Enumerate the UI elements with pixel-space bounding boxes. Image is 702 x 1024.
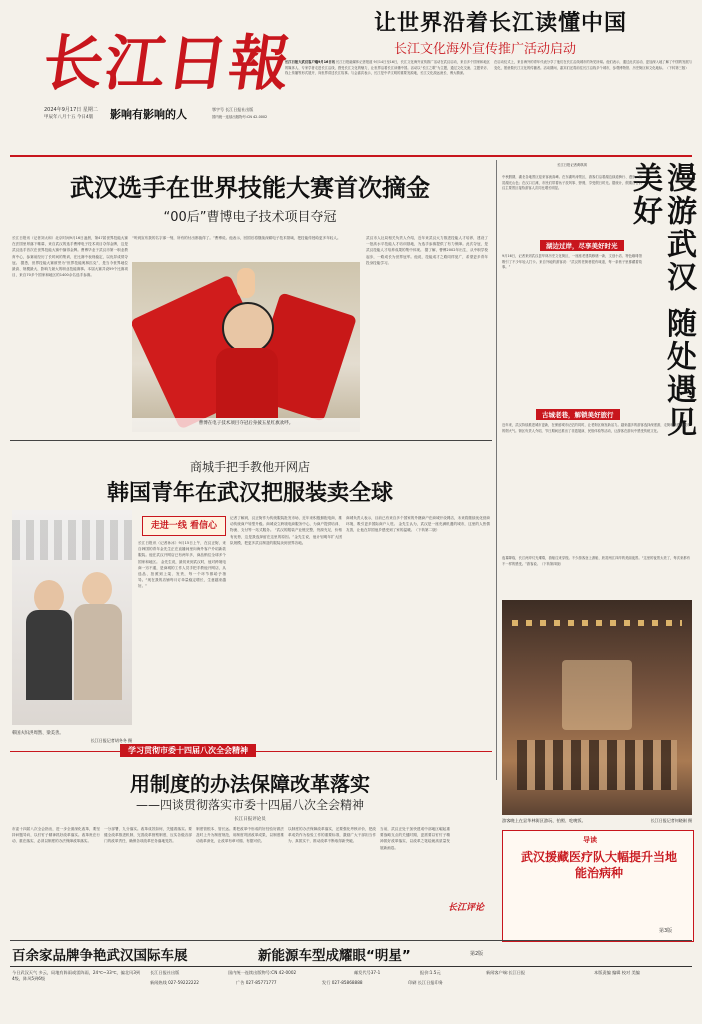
side-vertical-rule (496, 160, 497, 780)
side-caption: 游客晚上在昙华林街区游玩、拍照、吃晚饭。 (502, 818, 586, 823)
masthead-cn: 国内统一连续出版物号:CN 42-0002 (212, 115, 268, 119)
footer-post2: 报价:1.5元 (420, 970, 441, 975)
story2-text-1: 长江日报讯（记者孙冰）9月15日上午，在汉正街，来自韩国的青年金先生正在直播间里向海外客户介绍新款服装。他在武汉开网店已有两年多，商品销往全球多个国家和地区。 (138, 541, 226, 564)
person-left (34, 580, 64, 614)
bottom-headline-2-page: 第2版 (470, 951, 484, 957)
masthead-lunar: 甲辰年八月十五 今日4版 (44, 115, 94, 120)
story1-photo (132, 262, 360, 432)
editorial-col-1: 市委十四届八次全会指出，进一步全面深化改革，要坚持问题导向，以钉钉子精神抓好改革落实。改革贵在行动、重在落实，必须以制度的办法保障改革落实。 (12, 827, 100, 844)
footer-weather: 今日武汉天气 多云，局地有阵雨或雷阵雨，24℃~33℃，偏北风3到4级，阵风5到6级 (12, 970, 141, 981)
masthead-slogan: 影响有影响的人 (110, 108, 187, 121)
top-story-subtitle: 长江文化海外宣传推广活动启动 (394, 42, 577, 57)
editorial-col-5: 当前，武汉正处于加快建成中部地区崛起重要战略支点的关键时期，更需要以钉钉子精神抓好改革落实，以改革之笔绘就高质量发展新画卷。 (380, 827, 450, 850)
story2-col-2 (230, 515, 342, 740)
story1-subtitle: “00后”曹博电子技术项目夺冠 (163, 210, 337, 225)
footer-sites: 本版责编 编辑 校对 美编 (594, 970, 640, 975)
side-byline: 长江日报记者黄琪琪 (557, 163, 587, 167)
athlete-figure (222, 302, 274, 354)
story2-title: 韩国青年在武汉把服装卖全球 (106, 481, 393, 506)
editorial-title: 用制度的办法保障改革落实 (130, 772, 370, 796)
story1-col-2 (132, 235, 364, 257)
corner-tag: 导读 (583, 836, 597, 844)
story1-text-2: 据悉，世界技能大赛被誉为“世界技能奥林匹克”，是当今世界地位最高、规模最大、影响力最大的职业技能赛事。本届大赛共设59个比赛项目，来自70多个国家和地区的1400余名选手参赛。 (12, 260, 128, 278)
bottom-headline-2[interactable]: 新能源车型成耀眼“明星” (258, 948, 411, 964)
story2-photo-credit: 长江日报记者胡冬冬 摄 (90, 738, 132, 743)
masthead-logo: 长江日報 (38, 29, 297, 99)
story2-text-2: 金先生说，最初来到武汉时，他对跨境电商一窍不通，是商城的工作人员手把手教他开网店，从选品、拍照到上架、发货，每一个环节都给予指导。“现在我的店铺每月订单量稳定增长，生意越来越好。” (138, 559, 226, 589)
side-sub-1: 湖边过岸，尽享美好时光 (540, 240, 624, 251)
footer-post: 邮发代号37-1 (354, 970, 381, 975)
story1-text-1: 长江日报讯（记者刘太和）北京时间9月16日凌晨，第47届世界技能大赛在法国里昂落下帷幕，来自武汉的选手曹博电子技术项目夺得金牌，这是武汉选手首次在世界技能大赛中摘得金牌。曹博毕业于武汉市第一职业教育中心，参赛前经历了长时间的集训，在比赛中表现稳定，以优异成绩夺冠。 (12, 236, 128, 265)
masthead-date: 2024年9月17日 星期二 (44, 107, 98, 113)
masthead (14, 6, 297, 152)
side-photo-credit: 长江日报记者何晓刚 摄 (650, 818, 692, 823)
story2-badge: 走进一线 看信心 (142, 516, 226, 536)
story2-col-1 (138, 540, 226, 740)
person-right (82, 572, 112, 606)
editorial-subtitle: ——四谈贯彻落实市委十四届八次全会精神 (135, 798, 364, 812)
footer-mail: 印刷 长江日报印务 (408, 980, 443, 985)
masthead-issn: 鄂字号 长江日报社出版 (212, 107, 254, 112)
story2-photo (12, 510, 132, 725)
story1-col-3 (366, 235, 488, 432)
story2-text-3: 记者了解到，汉正街作为传统服装批发市场，近年来积极拥抱电商，推动传统商户转型升级。商城设立跨境电商服务中心，为商户提供培训、物流、支付等一站式服务。 (230, 516, 342, 533)
side-photo (502, 600, 692, 815)
top-story-title: 让世界沿着长江读懂中国 (374, 11, 628, 36)
story1-title: 武汉选手在世界技能大赛首次摘金 (70, 174, 430, 202)
footer-web: 新闻客户端:长江日报 (486, 970, 526, 975)
side-text-1: 中秋假期，湖北各地景区迎来客流高峰。在东湖听涛景区，游客们沿着湖边绿道骑行、漫步，欣赏湖光山色；在汉口江滩，市民们带着孩子放风筝、野餐，享受假日时光。据统计，假期首日武汉主要景区接待游客人次同比增长明显。 (502, 175, 642, 191)
story2-kicker: 商城手把手教他开网店 (189, 460, 310, 474)
top-story-body-1 (285, 60, 490, 146)
section-banner: 学习贯彻市委十四届八次全会精神 (120, 744, 256, 757)
editorial-byline: 长江日报评论员 (234, 817, 266, 822)
story2-col-3 (346, 515, 490, 740)
editorial-col-3: 制度管根本、管长远。要把改革中形成的好经验好做法及时上升为制度规范，用制度巩固改革成果，以制度推动改革深化，让改革有章可循、有据可依。 (196, 827, 284, 844)
story1-text-4: 武汉市人社局相关负责人介绍，近年来武汉大力推进技能人才培养，建设了一批高水平技能人才培训基地，为选手参赛提供了有力保障。此次夺冠，是武汉技能人才培养成果的集中体现。 (366, 236, 488, 253)
footer-code: 国内统一连续出版物号:CN 42-0002 (228, 970, 297, 975)
footer-tel2: 广告 027-85771777 (236, 980, 277, 985)
story1-caption: 曹博在电子技术项目夺冠后身披五星红旗欢呼。 (198, 421, 294, 426)
editorial-stamp: 长江评论 (448, 903, 485, 913)
corner-box[interactable] (502, 830, 694, 942)
story1-divider (10, 440, 492, 441)
top-story-body-2: 在启动仪式上，来自海外的青年代表分享了他们在长江沿线城市的所见所闻。他们表示，通过此次活动，更加深入地了解了中国的发展与变化，愿意做长江文化的传播者。活动期间，嘉宾们还将前往长江沿线多个城市，参观博物馆、历史街区和文化地标。（下转第三版） (494, 60, 692, 70)
bottom-divider (10, 940, 692, 941)
footer-publisher: 长江日报社出版 (150, 970, 180, 975)
top-divider (10, 155, 692, 157)
editorial-col-2: 一分部署，九分落实。改革成效如何，关键看落实。要健全改革推进机制，完善改革督察制度，压实各级各部门的改革责任，确保各项改革任务落地见效。 (104, 827, 192, 844)
footer-tel3: 发行 027-85868888 (322, 980, 363, 985)
side-text-4: 夜幕降临，长江两岸灯光璀璨，游船往来穿梭。不少游客登上游船，欣赏两江四岸的美丽夜景。“这里的夜景太美了，每次来都有不一样的感受。”游客说。（下转第四版） (502, 556, 690, 566)
story1-text-5: 据了解，曹博2002年出生，从中职学校起步，一路成长为世界冠军。他说，技能成才之路同样宽广，希望更多青年投身技能学习。 (366, 248, 488, 265)
footer-divider (10, 966, 692, 967)
side-sub-2: 古城老巷，解锁美好旅行 (536, 409, 620, 420)
top-story-byline: 长江日报大武汉客户端9月16日讯 (285, 60, 335, 64)
corner-title: 武汉援藏医疗队大幅提升当地能治病种 (521, 850, 678, 880)
story1-text-3: “听到宣布我的名字那一刻，所有的付出都值得了。”曹博说。他表示，回国后将继续深耕电子技术领域，把技能传授给更多年轻人。 (132, 236, 341, 240)
rack-shape (12, 520, 132, 560)
footer-tel1: 新闻热线 027-59222222 (150, 980, 199, 985)
story2-caption: 韩国夫妇洪周然、梁美善。 (12, 731, 64, 736)
story2-text-4: “武汉的服装产业链完整，货源充足，价格有优势，这是我选择留在这里的原因。”金先生说，他计划明年扩大团队规模，把更多武汉制造的服装卖到世界各地。 (230, 528, 342, 545)
story2-text-6: 金先生认为，武汉是一座充满机遇的城市，这里的人热情友善，让他在异国他乡感受到了家的温暖。（下转第二版） (346, 522, 490, 533)
side-text-2: 9月16日，记者来到武汉昙华林历史文化街区，一座座老建筑修缮一新，文创小店、特色咖啡馆吸引了不少年轻人打卡。来自外地的游客说：“武汉的老街巷很有味道，每一条巷子里都藏着故事。” (502, 254, 642, 270)
side-text-3: 近年来，武汉持续推进城市更新，在保留城市记忆的同时，让老街区焕发新活力。越来越多的游客选择深度游，走街串巷感受城市的烟火气。街区负责人介绍，节日期间还推出了非遗展演、民俗体验等活动，让游客在游玩中感受传统文化。 (502, 423, 690, 433)
story1-col-1 (12, 235, 128, 430)
top-story-text-1: 长江日报融媒体记者报道 9月14日至16日，长江文化海外宣传推广活动在武汉启动，来自多个国家和地区的媒体人、专家学者走进长江沿线，感受长江文化的魅力，让世界沿着长江读懂中国。活动以“长江之歌”为主题，通过文化交流、主题采访、线上传播等形式展开，向世界讲述长江故事。与会嘉宾表示，长江是中华文明的重要发源地，长江文化源远流长、博大精深。 (285, 60, 490, 76)
lantern-lights (512, 620, 682, 626)
editorial-col-4: 以制度的办法保障改革落实，还要强化考核评价，把改革成效作为检验工作的重要标准，激励广大干部担当作为、真抓实干，推动改革不断取得新突破。 (288, 827, 376, 844)
corner-page: 第3版 (659, 928, 673, 934)
bottom-headline-1[interactable]: 百余家品牌争艳武汉国际车展 (12, 948, 188, 964)
side-title: 漫游武汉 随处遇见美好 (627, 162, 696, 440)
story2-text-5: 商城负责人表示，目前已有来自多个国家的外籍商户在商城开设网店，未来将继续优化营商环境，吸引更多国际商户入驻。 (346, 516, 490, 527)
